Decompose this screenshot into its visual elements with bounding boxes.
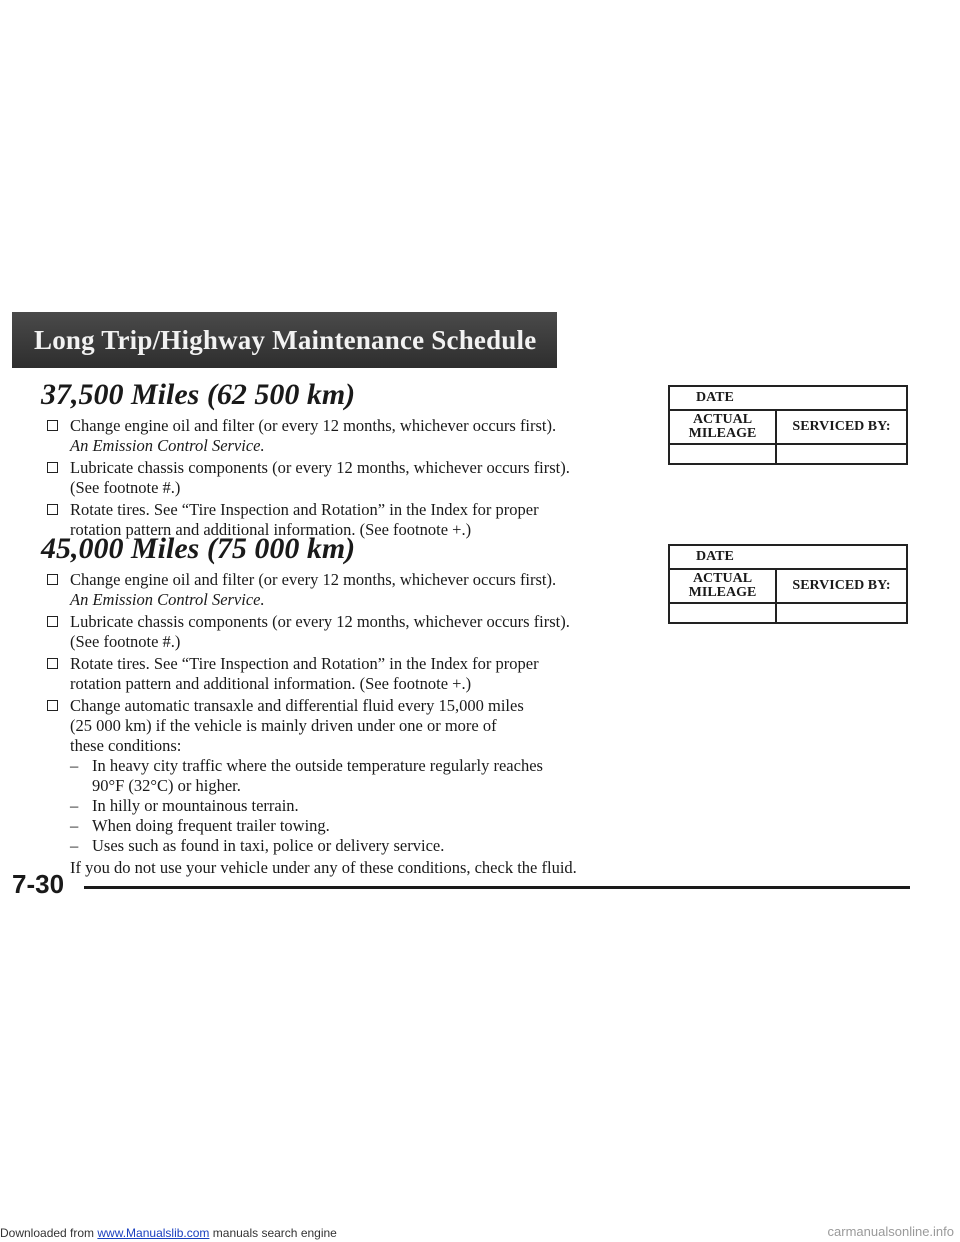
watermark: carmanualsonline.info [827, 1224, 954, 1239]
list-item [45, 458, 645, 498]
serviced-by-field[interactable] [777, 604, 906, 622]
checkbox[interactable] [47, 420, 58, 431]
list-item [45, 416, 645, 456]
item-text: Lubricate chassis components (or every 12 months, whichever occurs first). [70, 612, 570, 631]
item-text: (See footnote #.) [70, 478, 181, 497]
section-title: 45,000 Miles (75 000 km) [41, 532, 356, 565]
banner-title: Long Trip/Highway Maintenance Schedule [34, 324, 537, 355]
footer-rule [84, 886, 910, 889]
item-text: Change engine oil and filter (or every 12 months, whichever occurs first). [70, 416, 557, 435]
item-text: Change engine oil and filter (or every 12 months, whichever occurs first). [70, 570, 557, 589]
date-field[interactable] [670, 546, 906, 570]
date-label: DATE [696, 390, 734, 405]
mileage-field[interactable] [670, 604, 777, 622]
condition-continuation: 90°F (32°C) or higher. [92, 776, 241, 795]
checkbox[interactable] [47, 700, 58, 711]
item-text: (See footnote #.) [70, 632, 181, 651]
checkbox[interactable] [47, 504, 58, 515]
mileage-field[interactable] [670, 445, 777, 463]
manualslib-link[interactable]: www.Manualslib.com [97, 1226, 210, 1240]
page-number: 7-30 [12, 869, 65, 899]
checkbox[interactable] [47, 616, 58, 627]
list-item [45, 696, 645, 856]
item-text: Lubricate chassis components (or every 12 months, whichever occurs first). [70, 458, 570, 477]
list-item [45, 654, 645, 694]
item-note: An Emission Control Service. [70, 590, 265, 609]
item-note: An Emission Control Service. [70, 436, 265, 455]
section-45000 [41, 532, 645, 878]
condition-item: – In hilly or mountainous terrain. [70, 796, 645, 816]
section-title: 37,500 Miles (62 500 km) [41, 378, 356, 411]
list-item [45, 570, 645, 610]
section-37500 [41, 378, 645, 542]
date-field[interactable] [670, 387, 906, 411]
download-prefix: Downloaded from [0, 1226, 98, 1240]
item-text: Rotate tires. See “Tire Inspection and Rotation” in the Index for proper [70, 654, 539, 673]
checkbox[interactable] [47, 658, 58, 669]
item-text: Rotate tires. See “Tire Inspection and Rotation” in the Index for proper [70, 500, 539, 519]
mileage-label: ACTUAL MILEAGE [670, 570, 777, 602]
serviced-by-label: SERVICED BY: [792, 578, 891, 593]
download-suffix: manuals search engine [209, 1226, 337, 1240]
serviced-by-label: SERVICED BY: [792, 419, 891, 434]
condition-item: – In heavy city traffic where the outside temperature regularly reaches [70, 756, 645, 776]
item-text: Change automatic transaxle and differential fluid every 15,000 miles [70, 696, 524, 715]
mileage-label: ACTUAL MILEAGE [670, 411, 777, 443]
list-item [45, 612, 645, 652]
download-bar [0, 1226, 337, 1240]
condition-item: – Uses such as found in taxi, police or delivery service. [70, 836, 645, 856]
serviced-by-field[interactable] [777, 445, 906, 463]
condition-item: – When doing frequent trailer towing. [70, 816, 645, 836]
closing-note: If you do not use your vehicle under any of these conditions, check the fluid. [70, 858, 577, 877]
date-label: DATE [696, 549, 734, 564]
item-text: these conditions: [70, 736, 182, 755]
item-text: rotation pattern and additional information. (See footnote +.) [70, 674, 472, 693]
checkbox[interactable] [47, 574, 58, 585]
item-text: rotation pattern and additional information. (See footnote +.) [70, 520, 472, 539]
service-record-box [668, 385, 908, 465]
service-record-box [668, 544, 908, 624]
item-text: (25 000 km) if the vehicle is mainly driven under one or more of [70, 716, 497, 735]
section-banner [12, 312, 557, 368]
checkbox[interactable] [47, 462, 58, 473]
